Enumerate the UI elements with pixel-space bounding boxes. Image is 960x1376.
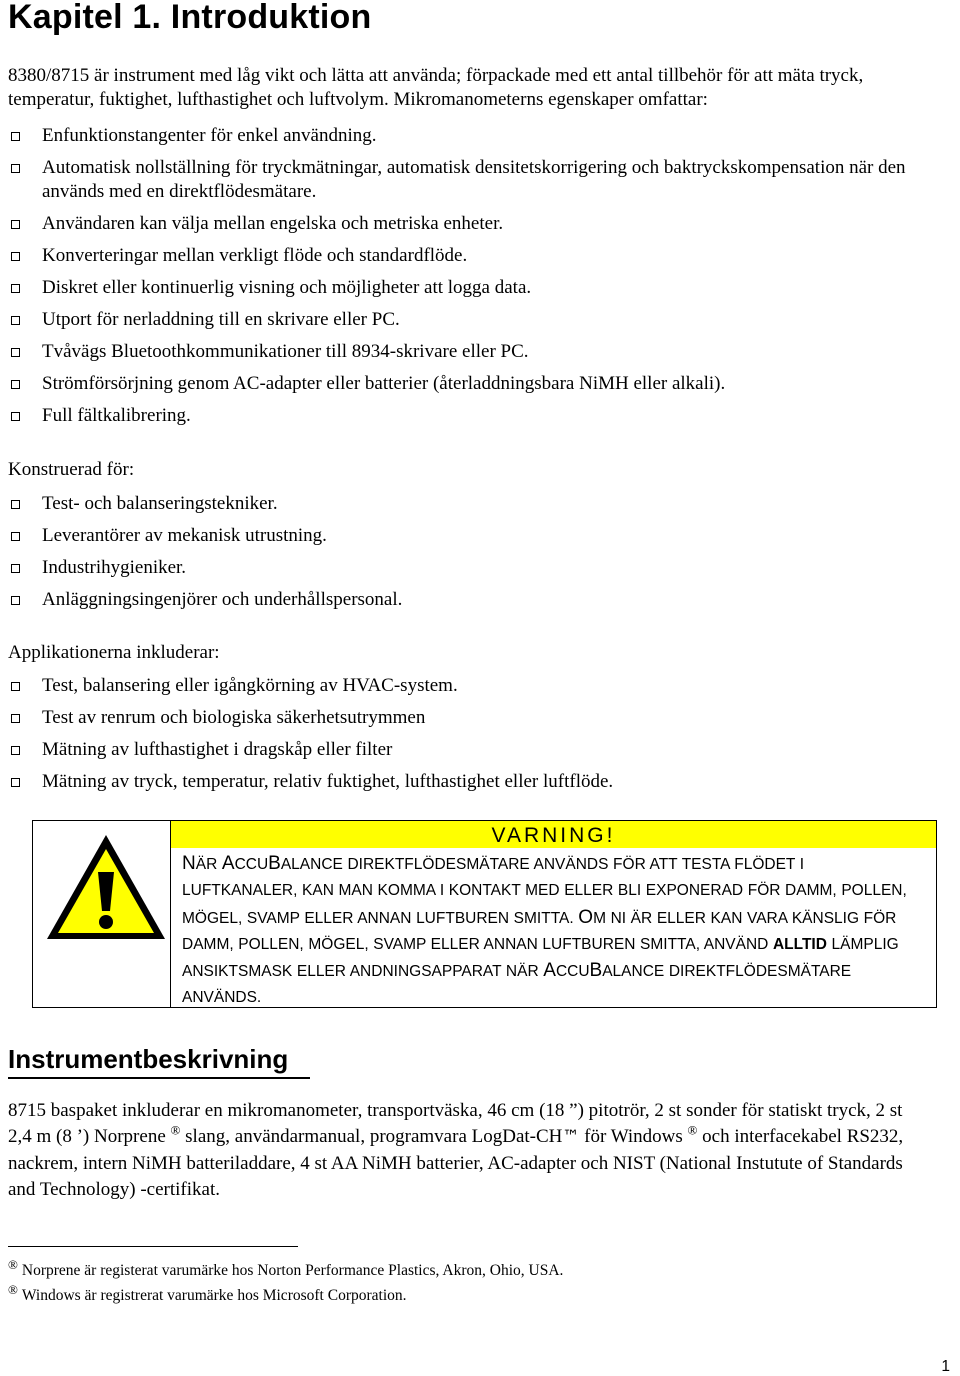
checkbox-bullet-icon xyxy=(11,746,20,755)
checkbox-bullet-icon xyxy=(11,220,20,229)
list-item xyxy=(8,124,938,148)
checkbox-bullet-icon xyxy=(11,252,20,261)
list-item-text: Strömförsörjning genom AC-adapter eller batterier (återladdningsbara NiMH eller alkali). xyxy=(42,373,726,394)
checkbox-bullet-icon xyxy=(11,596,20,605)
checkbox-bullet-icon xyxy=(11,564,20,573)
list-item xyxy=(8,770,938,794)
list-item xyxy=(8,340,938,364)
warning-box xyxy=(32,820,937,1008)
chapter-title: Kapitel 1. Introduktion xyxy=(8,0,372,36)
list-item-text: Industrihygieniker. xyxy=(42,557,187,578)
list-item xyxy=(8,492,938,516)
checkbox-bullet-icon xyxy=(11,164,20,173)
checkbox-bullet-icon xyxy=(11,284,20,293)
designed-for-heading: Konstruerad för: xyxy=(8,459,135,480)
checkbox-bullet-icon xyxy=(11,132,20,141)
warning-body: NÄR ACCUBALANCE DIREKTFLÖDESMÄTARE ANVÄNDS FÖR ATT TESTA FLÖDET I LUFTKANALER, KAN MAN KOMMA I KONTAKT MED ELLER BLI EXPONERAD FÖR DAMM, POLLEN, MÖGEL, SVAMP ELLER ANNAN LUFTBUREN SMITTA. OM NI ÄR ELLER KAN VARA KÄNSLIG FÖR DAMM, POLLEN, MÖGEL, SVAMP ELLER ANNAN LUFTBUREN SMITTA, ANVÄND ALLTID LÄMPLIG ANSIKTSMASK ELLER ANDNINGSAPPARAT NÄR ACCUBALANCE DIREKTFLÖDESMÄTARE ANVÄNDS. xyxy=(182,853,907,1007)
list-item-text: Tvåvägs Bluetoothkommunikationer till 8934-skrivare eller PC. xyxy=(42,341,529,362)
list-item-text: Konverteringar mellan verkligt flöde och standardflöde. xyxy=(42,245,468,266)
checkbox-bullet-icon xyxy=(11,348,20,357)
checkbox-bullet-icon xyxy=(11,532,20,541)
registered-mark: ® xyxy=(8,1256,18,1272)
registered-mark: ® xyxy=(687,1122,698,1138)
footnote-divider xyxy=(8,1246,298,1247)
footnote: ® Norprene är registerat varumärke hos Norton Performance Plastics, Akron, Ohio, USA. xyxy=(8,1256,564,1279)
section-title: Instrumentbeskrivning xyxy=(8,1044,289,1074)
list-item xyxy=(8,674,938,698)
description-paragraph: 8715 baspaket inkluderar en mikromanometer, transportväska, 46 cm (18 ”) pitotrör, 2 st sonder för statiskt tryck, 2 st 2,4 m (8 ’) Norprene ® slang, användarmanual, programvara LogDat-CH™ för Windows ® och interfacekabel RS232, nackrem, intern NiMH batteriladdare, 4 st AA NiMH batterier, AC-adapter och NIST (National Instutute of Standards and Technology) -certifikat. xyxy=(8,1100,904,1200)
list-item xyxy=(8,156,938,204)
checkbox-bullet-icon xyxy=(11,500,20,509)
intro-paragraph: 8380/8715 är instrument med låg vikt och lätta att använda; förpackade med ett antal tillbehör för att mäta tryck, temperatur, fuktighet, lufthastighet och luftvolym. Mikromanometerns egenskaper omfattar: xyxy=(8,65,864,110)
list-item xyxy=(8,738,938,762)
list-item xyxy=(8,276,938,300)
list-item-text: Diskret eller kontinuerlig visning och möjligheter att logga data. xyxy=(42,277,532,298)
checkbox-bullet-icon xyxy=(11,714,20,723)
list-item xyxy=(8,404,938,428)
checkbox-bullet-icon xyxy=(11,412,20,421)
list-item-text: Test av renrum och biologiska säkerhetsutrymmen xyxy=(42,707,426,728)
footnotes xyxy=(8,1258,563,1308)
list-item-text: Mätning av lufthastighet i dragskåp eller filter xyxy=(42,739,393,760)
checkbox-bullet-icon xyxy=(11,316,20,325)
list-item xyxy=(8,524,938,548)
list-item xyxy=(8,244,938,268)
list-item xyxy=(8,588,938,612)
list-item xyxy=(8,212,938,236)
warning-triangle-icon xyxy=(41,827,171,1002)
feature-list xyxy=(8,124,938,436)
checkbox-bullet-icon xyxy=(11,682,20,691)
section-underline xyxy=(8,1077,310,1079)
list-item-text: Anläggningsingenjörer och underhållspersonal. xyxy=(42,589,403,610)
warning-text-cell xyxy=(170,821,936,1007)
footnote: ® Windows är registrerat varumärke hos Microsoft Corporation. xyxy=(8,1281,407,1304)
page-number: 1 xyxy=(941,1358,950,1375)
list-item xyxy=(8,706,938,730)
list-item xyxy=(8,372,938,396)
list-item-text: Enfunktionstangenter för enkel användning. xyxy=(42,125,377,146)
list-item-text: Automatisk nollställning för tryckmätningar, automatisk densitetskorrigering och baktryckskompensation när den används med en direktflödesmätare. xyxy=(42,157,906,202)
list-item-text: Användaren kan välja mellan engelska och metriska enheter. xyxy=(42,213,504,234)
designed-for-list xyxy=(8,492,938,620)
list-item-text: Test, balansering eller igångkörning av HVAC-system. xyxy=(42,675,458,696)
list-item-text: Mätning av tryck, temperatur, relativ fuktighet, lufthastighet eller luftflöde. xyxy=(42,771,614,792)
list-item-text: Utport för nerladdning till en skrivare eller PC. xyxy=(42,309,400,330)
list-item xyxy=(8,308,938,332)
checkbox-bullet-icon xyxy=(11,778,20,787)
applications-heading: Applikationerna inkluderar: xyxy=(8,642,220,663)
list-item xyxy=(8,556,938,580)
list-item-text: Test- och balanseringstekniker. xyxy=(42,493,278,514)
trademark-mark: ™ xyxy=(562,1127,580,1148)
registered-mark: ® xyxy=(170,1122,181,1138)
checkbox-bullet-icon xyxy=(11,380,20,389)
registered-mark: ® xyxy=(8,1281,18,1297)
warning-title: VARNING! xyxy=(171,821,936,848)
list-item-text: Leverantörer av mekanisk utrustning. xyxy=(42,525,327,546)
applications-list xyxy=(8,674,938,802)
list-item-text: Full fältkalibrering. xyxy=(42,405,191,426)
